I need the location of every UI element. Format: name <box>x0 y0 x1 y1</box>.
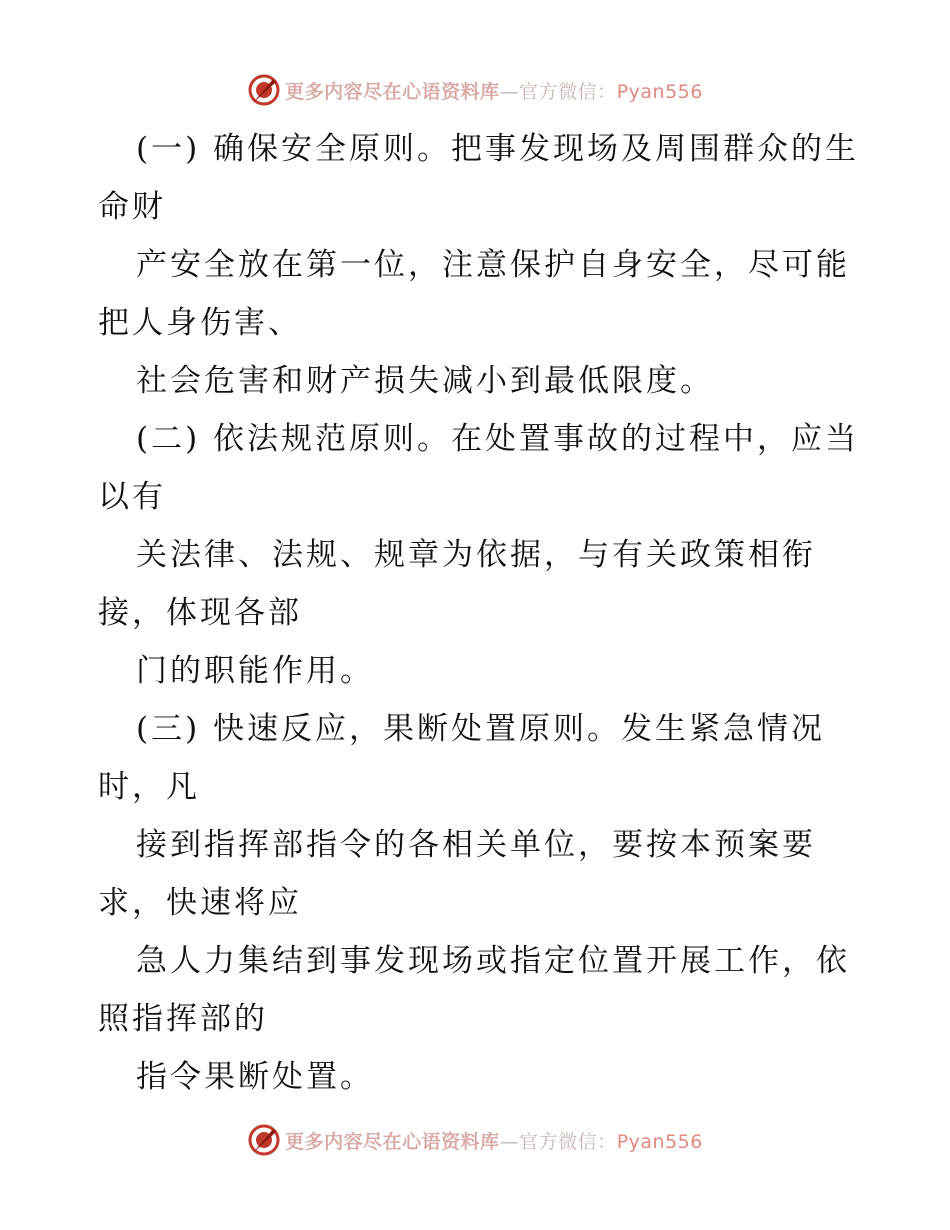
footer-watermark-banner <box>0 1120 950 1160</box>
paragraph-line: (三) 快速反应，果断处置原则。发生紧急情况 <box>136 711 826 747</box>
watermark-text <box>285 1127 703 1154</box>
paragraph-line: 社会危害和财产损失减小到最低限度。 <box>136 363 714 399</box>
paragraph-line: 时，凡 <box>98 769 200 805</box>
paragraph-line: 接到指挥部指令的各相关单位，要按本预案要 <box>136 827 816 863</box>
watermark-wechat-label: 官方微信： <box>519 1130 617 1153</box>
paragraph-line: (二) 依法规范原则。在处置事故的过程中，应当 <box>136 421 860 457</box>
feather-pen-logo-icon <box>247 1123 281 1157</box>
watermark-wechat-id: Pyan556 <box>616 80 703 103</box>
paragraph-line: 把人身伤害、 <box>98 305 302 341</box>
paragraph-line: 照指挥部的 <box>98 1001 268 1037</box>
watermark-wechat-id: Pyan556 <box>616 1130 703 1153</box>
paragraph-line: 以有 <box>98 479 166 515</box>
header-watermark-banner <box>0 70 950 110</box>
paragraph-line: 关法律、法规、规章为依据，与有关政策相衔 <box>136 537 816 573</box>
paragraph-line: (一) 确保安全原则。把事发现场及周围群众的生 <box>136 131 860 167</box>
paragraph-line: 接，体现各部 <box>98 595 302 631</box>
paragraph-line: 产安全放在第一位，注意保护自身安全，尽可能 <box>136 247 850 283</box>
paragraph-line: 求，快速将应 <box>98 885 302 921</box>
watermark-wechat-label: 官方微信： <box>519 80 617 103</box>
feather-pen-logo-icon <box>247 73 281 107</box>
watermark-dash: — <box>499 80 520 103</box>
watermark-main-text: 更多内容尽在心语资料库 <box>285 1130 500 1153</box>
paragraph-line: 急人力集结到事发现场或指定位置开展工作，依 <box>136 943 850 979</box>
watermark-dash: — <box>499 1130 520 1153</box>
paragraph-line: 命财 <box>98 189 166 225</box>
paragraph-line: 指令果断处置。 <box>136 1059 374 1095</box>
watermark-text <box>285 77 703 104</box>
document-body <box>98 120 858 1106</box>
paragraph-line: 门的职能作用。 <box>136 653 374 689</box>
watermark-main-text: 更多内容尽在心语资料库 <box>285 80 500 103</box>
